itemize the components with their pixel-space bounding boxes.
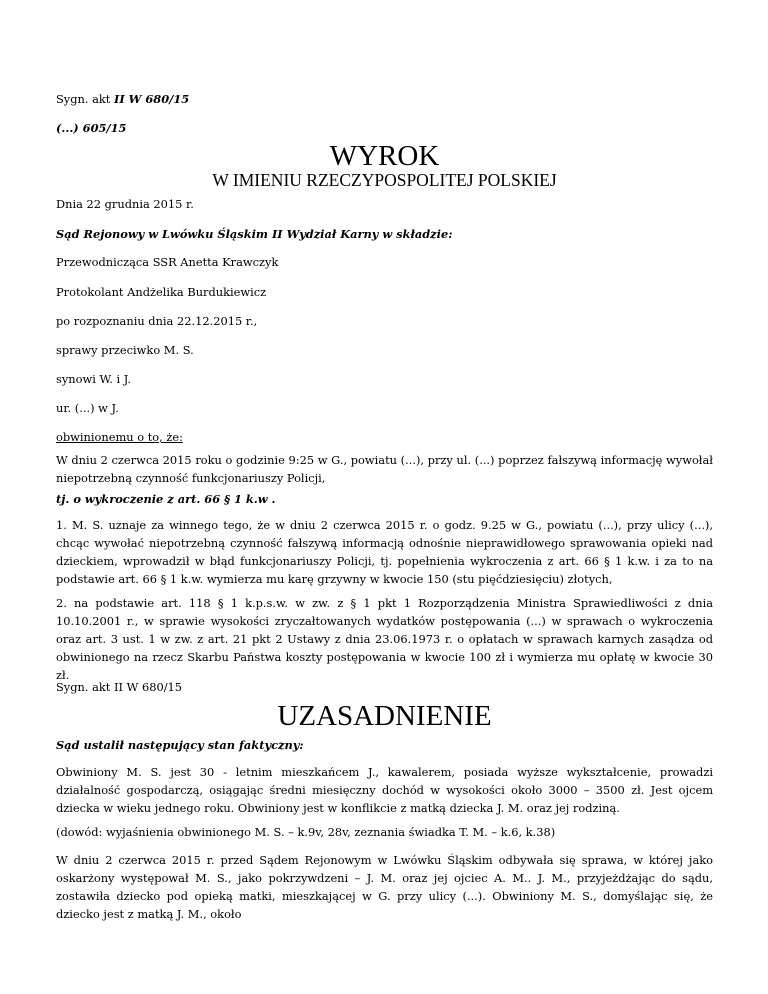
verdict-subtitle: W IMIENIU RZECZYPOSPOLITEJ POLSKIEJ	[212, 170, 557, 190]
case-signature-value: II W 680/15	[114, 92, 190, 106]
charged-label: obwinionemu o to, że:	[56, 430, 183, 444]
facts-paragraph-1: Obwiniony M. S. jest 30 - letnim mieszkańcem J., kawalerem, posiada wyższe wykształcenie, prowadzi działalność gospodarczą, osiągając średni miesięczny dochód w wysokości około 3000 – 3500 zł. Jest ojcem dziecka w wieku jednego roku. Obwiniony jest w konflikcie z matką dziecka J. M. oraz jej rodziną.	[56, 765, 713, 815]
reference-number: (...) 605/15	[56, 121, 127, 135]
verdict-item-2: 2. na podstawie art. 118 § 1 k.p.s.w. w zw. z § 1 pkt 1 Rozporządzenia Ministra Sprawiedliwości z dnia 10.10.2001 r., w sprawie wysokości zryczałtowanych wydatków postępowania (...) w sprawach o wykroczenia oraz art. 3 ust. 1 w zw. z art. 21 pkt 2 Ustawy z dnia 23.06.1973 r. o opłatach w sprawach karnych zasądza od obwinionego na rzecz Skarbu Państwa koszty postępowania w kwocie 100 zł i wymierza mu opłatę w kwocie 30 zł.	[56, 596, 713, 682]
verdict-item-1: 1. M. S. uznaje za winnego tego, że w dniu 2 czerwca 2015 r. o godz. 9.25 w G., powiatu (...), przy ulicy (...), chcąc wywołać niepotrzebną czynność fałszywą informacją odnośnie nieprawidłowego sprawowania opieki nad dzieckiem, wprowadził w błąd funkcjonariuszy Policji, tj. popełnienia wykroczenia z art. 66 § 1 k.w. i za to na podstawie art. 66 § 1 k.w. wymierza mu karę grzywny w kwocie 150 (stu pięćdziesięciu) złotych,	[56, 518, 713, 586]
case-against: sprawy przeciwko M. S.	[56, 343, 194, 357]
birth-line: ur. (...) w J.	[56, 401, 119, 415]
court-clerk: Protokolant Andżelika Burdukiewicz	[56, 285, 267, 299]
verdict-title: WYROK	[329, 140, 440, 172]
charge-paragraph: W dniu 2 czerwca 2015 roku o godzinie 9:25 w G., powiatu (...), przy ul. (...) poprzez fałszywą informację wywołał niepotrzebną czynność funkcjonariuszy Policji,	[56, 453, 713, 485]
facts-paragraph-2: W dniu 2 czerwca 2015 r. przed Sądem Rejonowym w Lwówku Śląskim odbywała się sprawa, w której jako oskarżony występował M. S., jako pokrzywdzeni – J. M. oraz jej ojciec A. M.. J. M., przyjeżdżając do sądu, zostawiła dziecko pod opieką matki, mieszkającej w G. przy ulicy (...). Obwiniony M. S., domyślając się, że dziecko jest z matką J. M., około	[56, 853, 713, 921]
verdict-date: Dnia 22 grudnia 2015 r.	[56, 197, 194, 211]
case-signature	[56, 91, 189, 107]
offense-line: tj. o wykroczenie z art. 66 § 1 k.w .	[56, 492, 276, 506]
facts-evidence: (dowód: wyjaśnienia obwinionego M. S. – k.9v, 28v, zeznania świadka T. M. – k.6, k.38)	[56, 825, 556, 839]
presiding-judge: Przewodnicząca SSR Anetta Krawczyk	[56, 255, 279, 269]
facts-heading: Sąd ustalił następujący stan faktyczny:	[56, 738, 304, 752]
case-signature-repeat: Sygn. akt II W 680/15	[56, 680, 183, 694]
court-composition-heading: Sąd Rejonowy w Lwówku Śląskim II Wydział Karny w składzie:	[56, 227, 453, 241]
parents-line: synowi W. i J.	[56, 372, 132, 386]
case-signature-prefix: Sygn. akt	[56, 92, 114, 106]
justification-title: UZASADNIENIE	[277, 700, 492, 732]
hearing-date: po rozpoznaniu dnia 22.12.2015 r.,	[56, 314, 258, 328]
